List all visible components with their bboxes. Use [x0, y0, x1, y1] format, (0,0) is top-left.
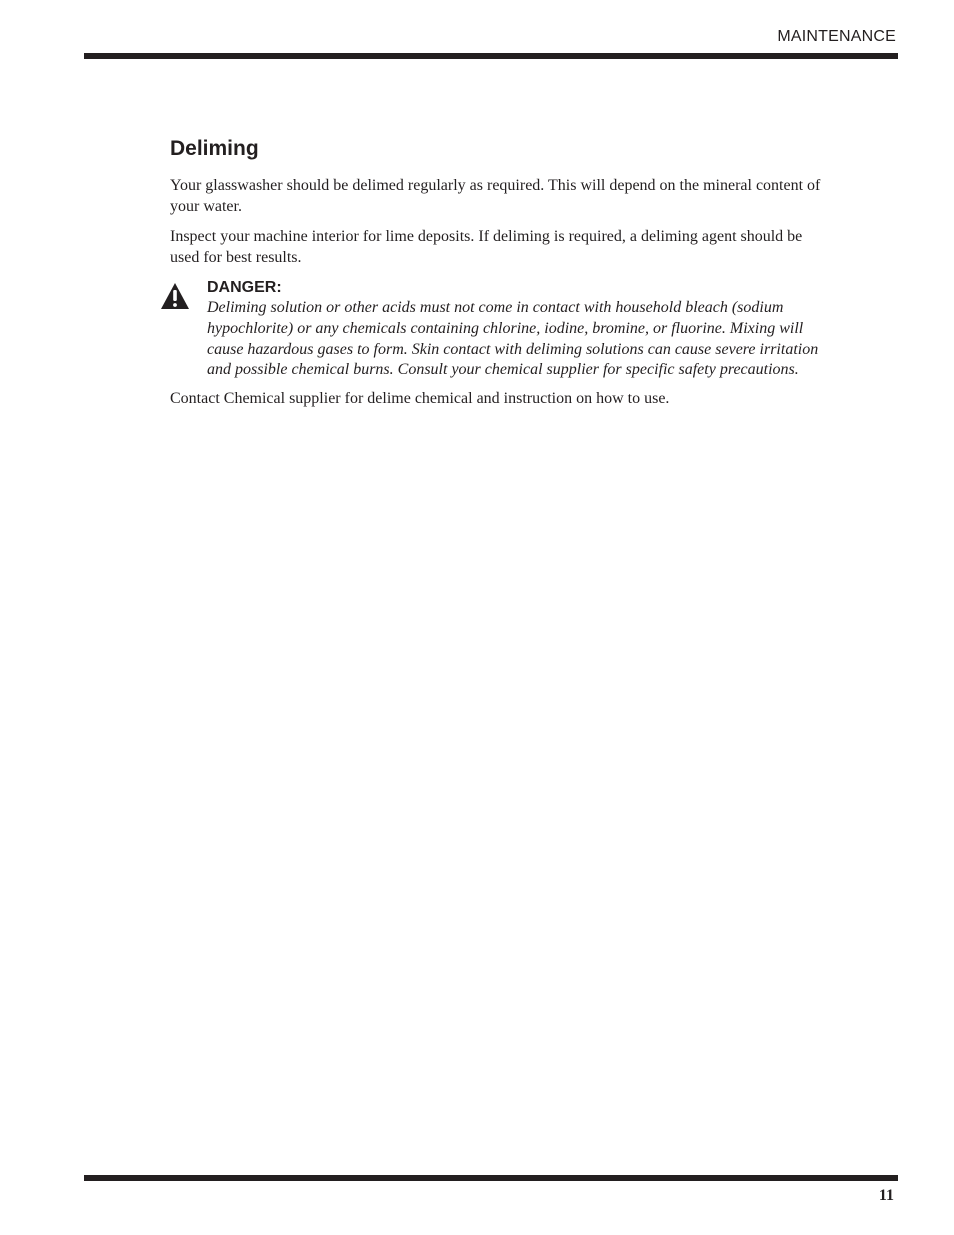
danger-callout — [158, 278, 835, 381]
warning-triangle-icon — [160, 282, 190, 310]
section-title: Deliming — [170, 137, 259, 160]
paragraph-delime-regularly: Your glasswasher should be delimed regularly as required. This will depend on the mineral content of your water. — [170, 177, 821, 215]
header-rule — [84, 53, 898, 59]
danger-text: Deliming solution or other acids must not come in contact with household bleach (sodium hypochlorite) or any chemicals containing chlorine, iodine, bromine, or fluorine. Mixing will cause hazardous gases to form. Skin contact with deliming solutions can cause severe irritation and possible chemical burns. Consult your chemical supplier for specific safety precautions. — [207, 299, 819, 379]
running-header: MAINTENANCE — [777, 28, 896, 45]
paragraph-contact-supplier: Contact Chemical supplier for delime chemical and instruction on how to use. — [170, 390, 670, 408]
main-content — [170, 136, 835, 420]
footer-rule — [84, 1175, 898, 1181]
paragraph-inspect-interior: Inspect your machine interior for lime deposits. If deliming is required, a deliming agent should be used for best results. — [170, 228, 803, 266]
page-number: 11 — [878, 1187, 894, 1204]
danger-title: DANGER: — [207, 279, 282, 296]
